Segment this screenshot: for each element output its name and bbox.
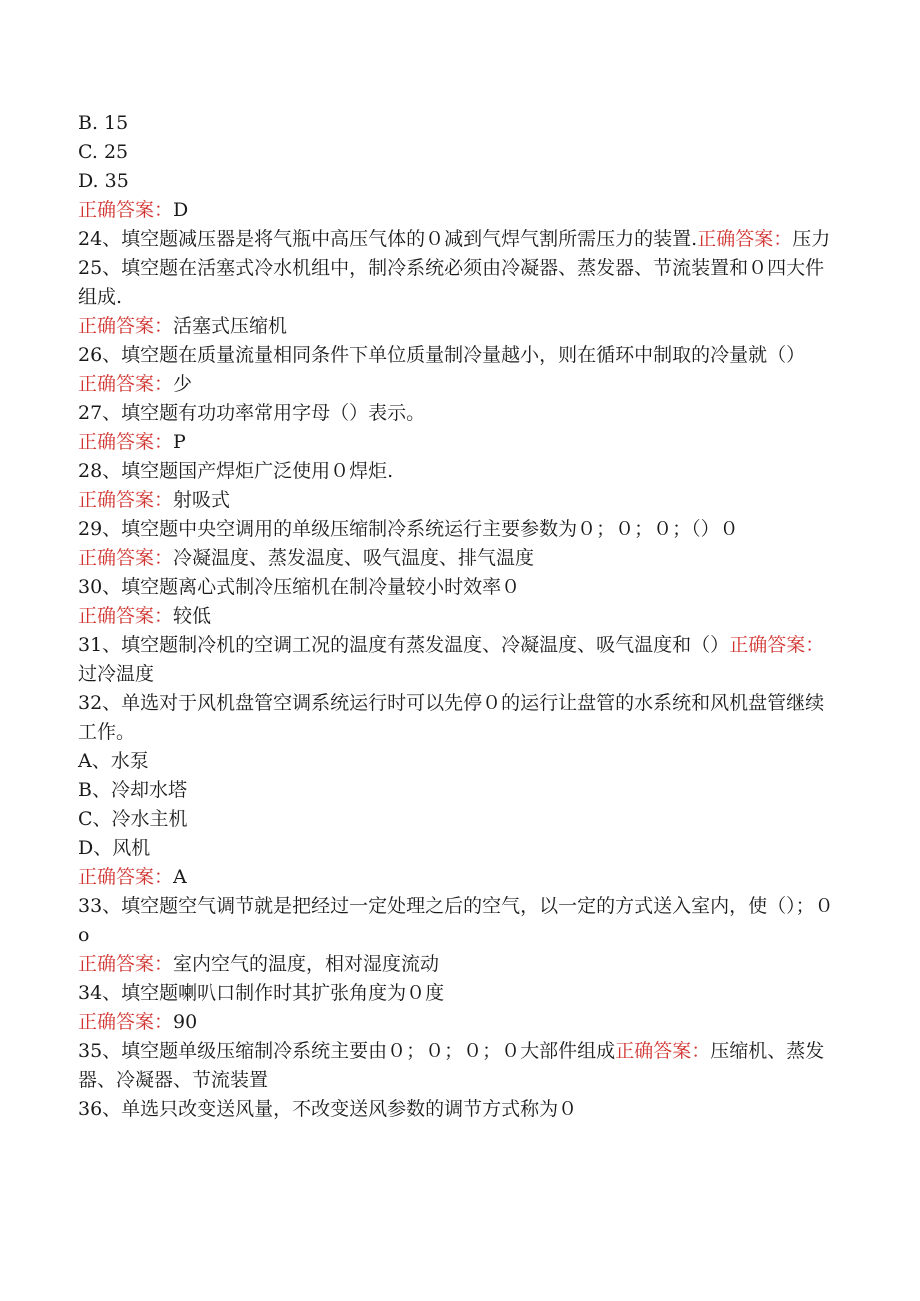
option-text: A、水泵 bbox=[78, 750, 149, 772]
question-item bbox=[78, 979, 838, 1008]
question-item bbox=[78, 515, 838, 544]
answer-text: 较低 bbox=[173, 605, 212, 627]
document-body bbox=[78, 109, 838, 1124]
question-text: 36、单选只改变送风量，不改变送风参数的调节方式称为０ bbox=[78, 1098, 578, 1120]
question-item bbox=[78, 1095, 838, 1124]
answer-label: 正确答案： bbox=[78, 315, 174, 337]
option-text: D. 35 bbox=[78, 170, 129, 192]
answer-text: 室内空气的温度，相对湿度流动 bbox=[173, 953, 440, 975]
correct-answer bbox=[78, 950, 838, 979]
correct-answer bbox=[78, 544, 838, 573]
answer-text: A bbox=[173, 866, 187, 888]
question-text: 24、填空题减压器是将气瓶中高压气体的０减到气焊气割所需压力的装置. bbox=[78, 228, 698, 250]
question-text: 29、填空题中央空调用的单级压缩制冷系统运行主要参数为０；０；０；（）０ bbox=[78, 518, 739, 540]
question-item bbox=[78, 892, 838, 950]
answer-option bbox=[78, 776, 838, 805]
correct-answer bbox=[78, 602, 838, 631]
question-text: 30、填空题离心式制冷压缩机在制冷量较小时效率０ bbox=[78, 576, 521, 598]
correct-answer bbox=[78, 863, 838, 892]
correct-answer bbox=[78, 196, 838, 225]
answer-text: 压缩机、蒸发器、冷凝器、节流装置 bbox=[78, 1040, 825, 1091]
answer-label: 正确答案： bbox=[78, 547, 174, 569]
question-item bbox=[78, 341, 838, 370]
answer-label: 正确答案： bbox=[78, 866, 174, 888]
answer-label: 正确答案： bbox=[78, 199, 174, 221]
answer-label: 正确答案： bbox=[729, 634, 825, 656]
answer-text: 过冷温度 bbox=[78, 663, 155, 685]
question-text: 28、填空题国产焊炬广泛使用０焊炬. bbox=[78, 460, 394, 482]
answer-label: 正确答案： bbox=[697, 228, 793, 250]
answer-option bbox=[78, 834, 838, 863]
answer-text: D bbox=[173, 199, 189, 221]
question-item-with-answer bbox=[78, 225, 838, 254]
answer-text: 活塞式压缩机 bbox=[173, 315, 288, 337]
question-item-with-answer bbox=[78, 1037, 838, 1095]
question-item bbox=[78, 689, 838, 747]
question-text: 27、填空题有功功率常用字母（）表示。 bbox=[78, 402, 426, 424]
question-text: 26、填空题在质量流量相同条件下单位质量制冷量越小，则在循环中制取的冷量就（） bbox=[78, 344, 806, 366]
question-item bbox=[78, 399, 838, 428]
correct-answer bbox=[78, 428, 838, 457]
option-text: B. 15 bbox=[78, 112, 129, 134]
answer-option bbox=[78, 805, 838, 834]
answer-text: 冷凝温度、蒸发温度、吸气温度、排气温度 bbox=[173, 547, 535, 569]
correct-answer bbox=[78, 370, 838, 399]
question-item bbox=[78, 254, 838, 312]
question-text: 31、填空题制冷机的空调工况的温度有蒸发温度、冷凝温度、吸气温度和（） bbox=[78, 634, 730, 656]
answer-option bbox=[78, 167, 838, 196]
option-text: C、冷水主机 bbox=[78, 808, 188, 830]
correct-answer bbox=[78, 312, 838, 341]
answer-text: 射吸式 bbox=[173, 489, 231, 511]
option-text: D、风机 bbox=[78, 837, 151, 859]
question-text: 25、填空题在活塞式冷水机组中，制冷系统必须由冷凝器、蒸发器、节流装置和０四大件组成. bbox=[78, 257, 825, 308]
question-item bbox=[78, 457, 838, 486]
answer-label: 正确答案： bbox=[78, 953, 174, 975]
option-text: C. 25 bbox=[78, 141, 129, 163]
answer-option bbox=[78, 747, 838, 776]
answer-text: 少 bbox=[173, 373, 193, 395]
answer-label: 正确答案： bbox=[615, 1040, 711, 1062]
answer-label: 正确答案： bbox=[78, 431, 174, 453]
question-item bbox=[78, 573, 838, 602]
answer-option bbox=[78, 109, 838, 138]
correct-answer bbox=[78, 1008, 838, 1037]
question-text: 35、填空题单级压缩制冷系统主要由０；０；０；０大部件组成 bbox=[78, 1040, 616, 1062]
answer-text: P bbox=[173, 431, 186, 453]
question-text: 34、填空题喇叭口制作时其扩张角度为０度 bbox=[78, 982, 445, 1004]
answer-label: 正确答案： bbox=[78, 1011, 174, 1033]
answer-label: 正确答案： bbox=[78, 489, 174, 511]
answer-label: 正确答案： bbox=[78, 605, 174, 627]
answer-text: 90 bbox=[173, 1011, 198, 1033]
option-text: B、冷却水塔 bbox=[78, 779, 187, 801]
question-item-with-answer bbox=[78, 631, 838, 689]
answer-label: 正确答案： bbox=[78, 373, 174, 395]
question-text: 32、单选对于风机盘管空调系统运行时可以先停０的运行让盘管的水系统和风机盘管继续工作。 bbox=[78, 692, 825, 743]
correct-answer bbox=[78, 486, 838, 515]
answer-text: 压力 bbox=[792, 228, 831, 250]
question-text: 33、填空题空气调节就是把经过一定处理之后的空气，以一定的方式送入室内，使（）；０o bbox=[78, 895, 834, 946]
answer-option bbox=[78, 138, 838, 167]
